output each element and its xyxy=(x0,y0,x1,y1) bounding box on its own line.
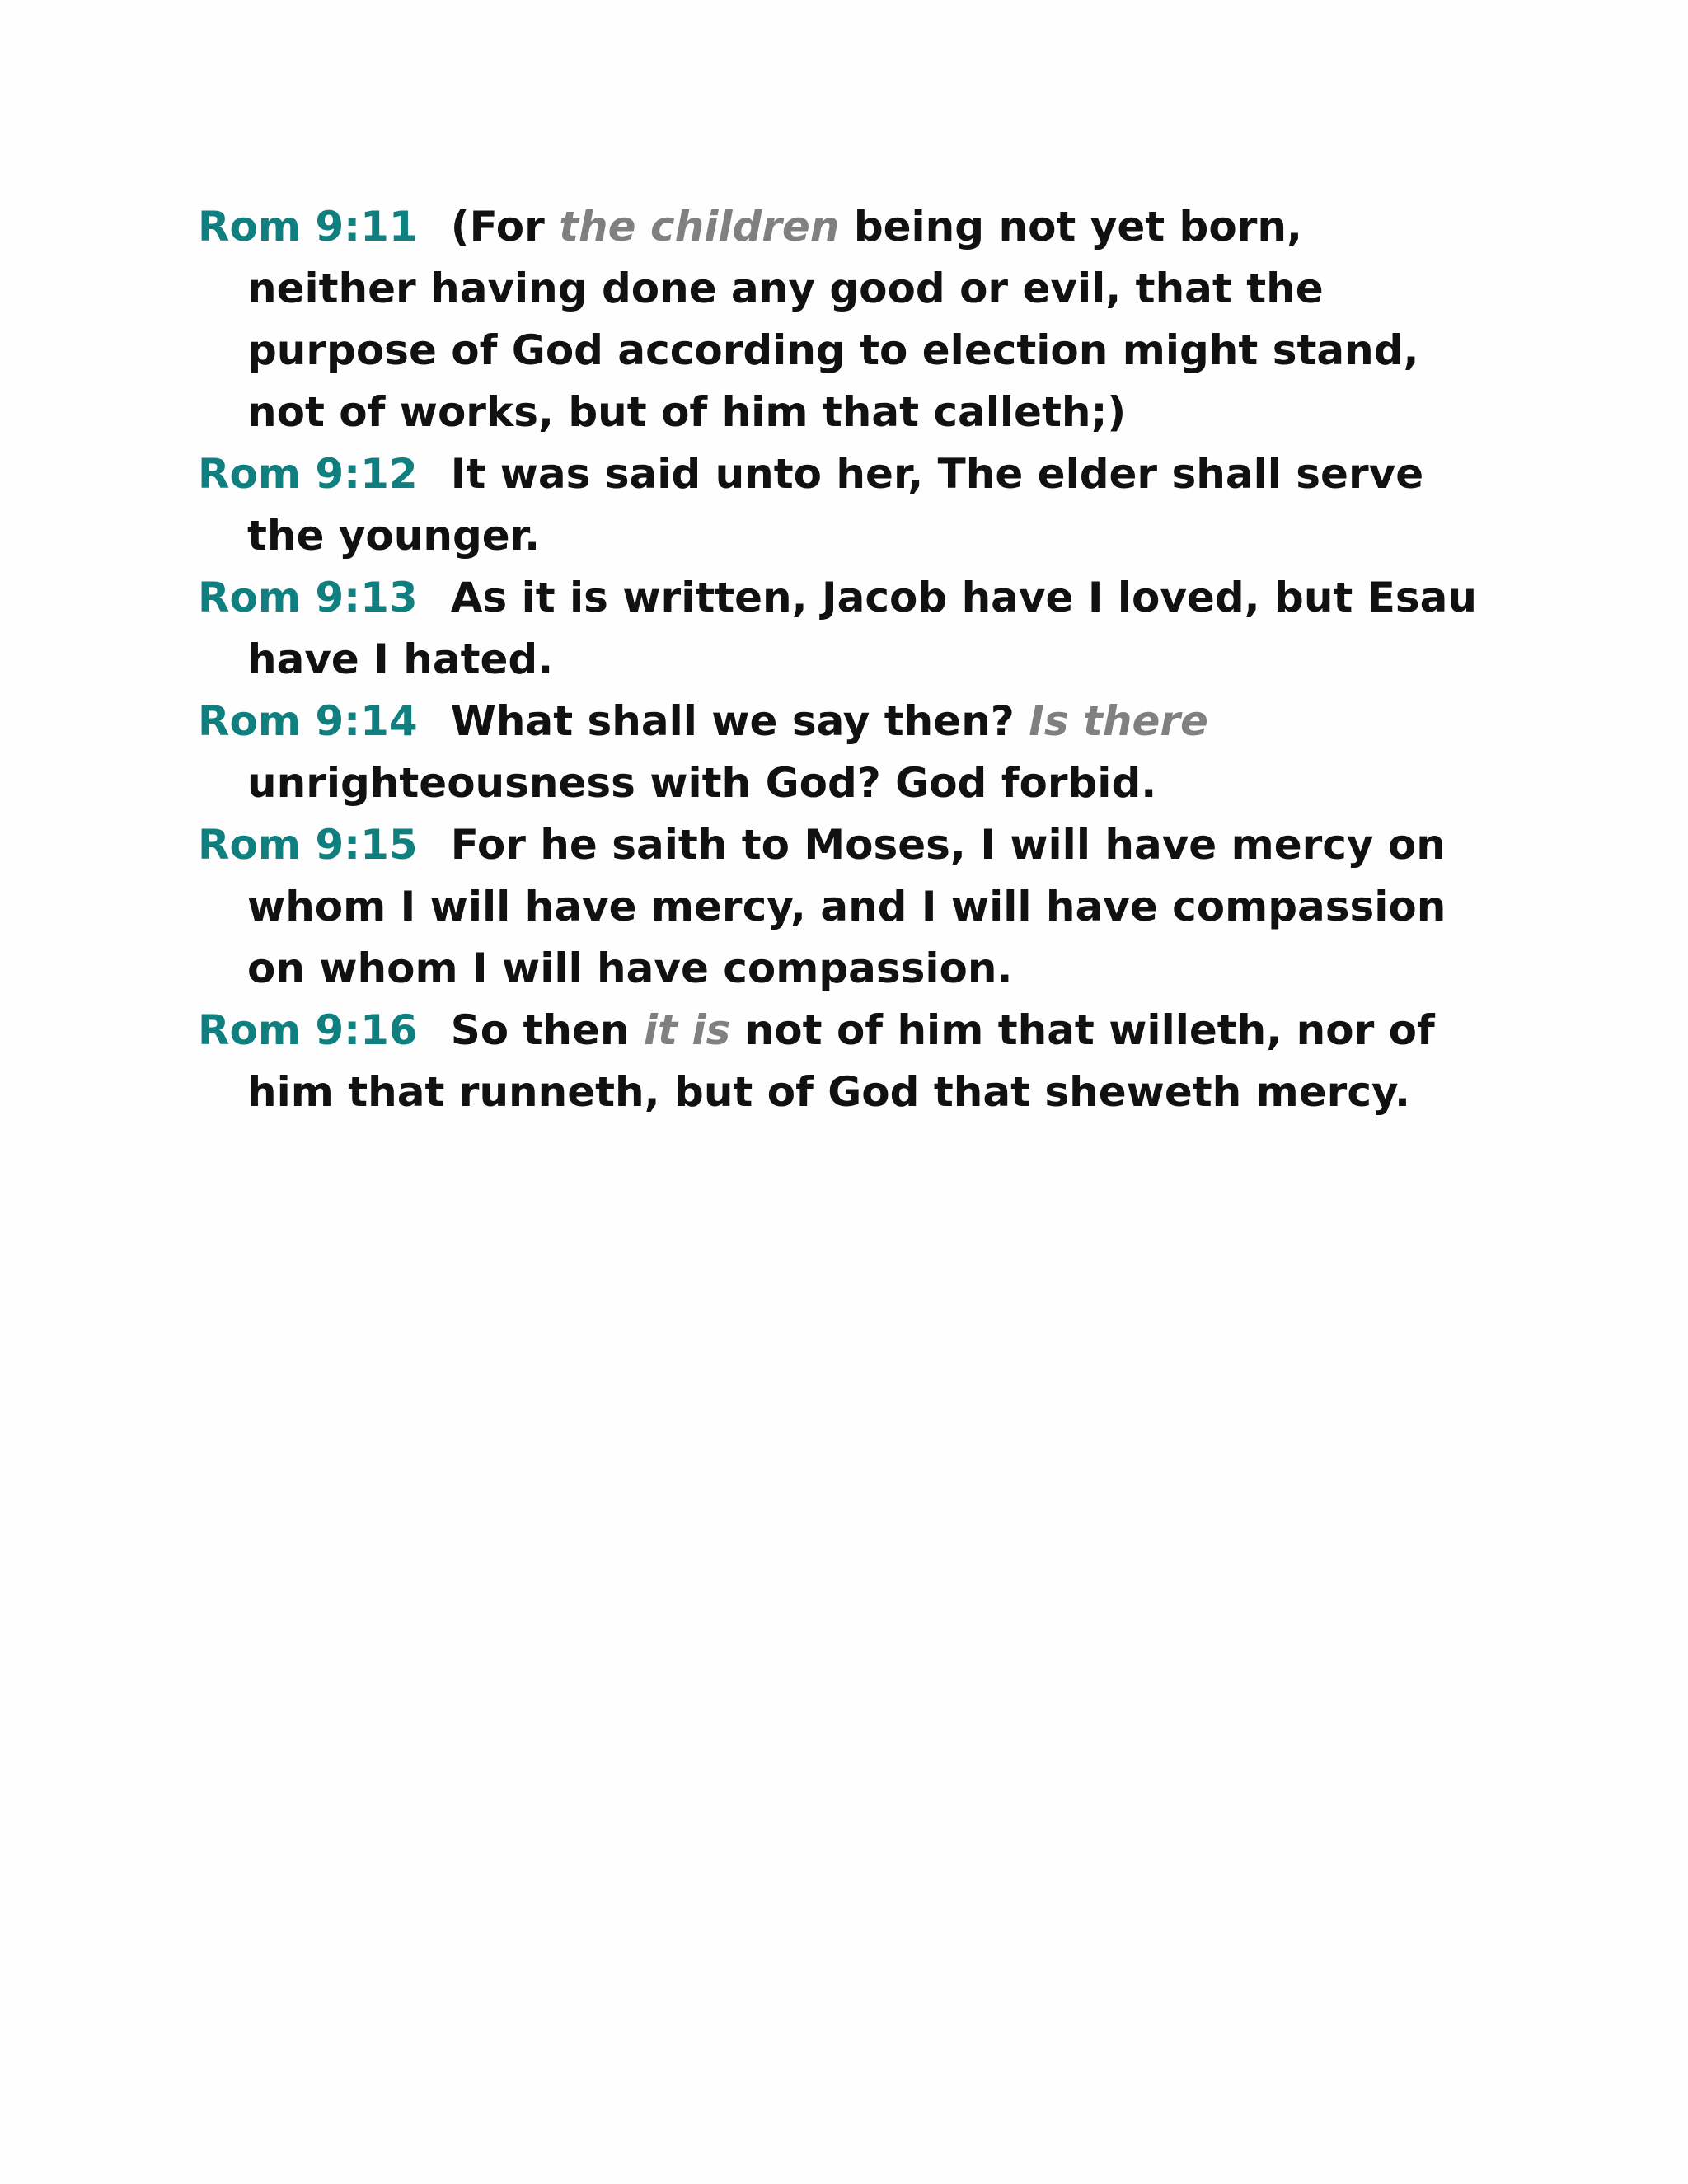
verse-rom-9-16 xyxy=(198,1000,1484,1123)
verse-reference: Rom 9:12 xyxy=(198,450,418,498)
verse-text-italic: Is there xyxy=(1029,697,1208,745)
verse-rom-9-12 xyxy=(198,443,1484,567)
verse-text: For he saith to Moses, I will have mercy on whom I will have mercy, and I will have compassion on whom I will have compassion. xyxy=(247,821,1447,992)
verse-reference: Rom 9:13 xyxy=(198,574,418,621)
verse-text: It was said unto her, The elder shall serve the younger. xyxy=(247,450,1424,560)
verse-text: So then xyxy=(450,1006,644,1054)
verse-reference: Rom 9:16 xyxy=(198,1006,418,1054)
verse-rom-9-14 xyxy=(198,691,1484,814)
verse-rom-9-15 xyxy=(198,814,1484,1000)
verse-text: What shall we say then? xyxy=(450,697,1029,745)
verse-text: As it is written, Jacob have I loved, but Esau have I hated. xyxy=(247,574,1477,683)
verse-reference: Rom 9:11 xyxy=(198,203,418,251)
verse-text-italic: it is xyxy=(643,1006,731,1054)
verse-text: (For xyxy=(450,203,560,251)
verse-text: being not yet born, neither having done any good or evil, that the purpose of God according to election might stand, not of works, but of him that calleth;) xyxy=(247,203,1419,436)
verse-list xyxy=(198,196,1484,1123)
verse-rom-9-11 xyxy=(198,196,1484,443)
verse-text: unrighteousness with God? God forbid. xyxy=(247,759,1157,807)
verse-rom-9-13 xyxy=(198,567,1484,691)
verse-text-italic: the children xyxy=(559,203,840,251)
verse-text: not of him that willeth, nor of him that runneth, but of God that sheweth mercy. xyxy=(247,1006,1435,1116)
verse-reference: Rom 9:15 xyxy=(198,821,418,869)
verse-reference: Rom 9:14 xyxy=(198,697,418,745)
